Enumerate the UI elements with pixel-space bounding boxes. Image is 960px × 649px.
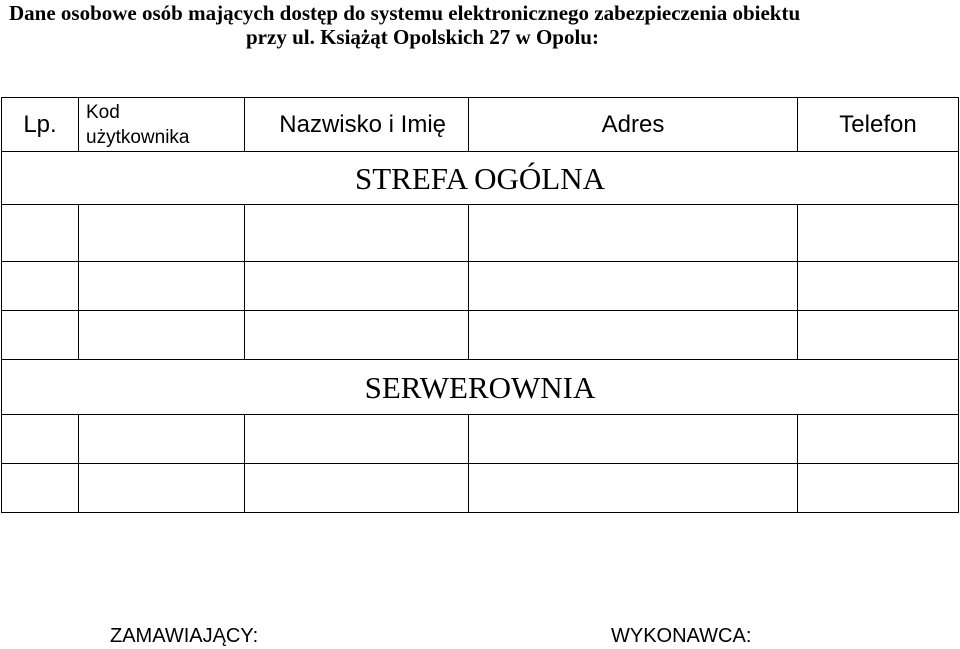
cell-adres (469, 262, 798, 311)
header-telefon: Telefon (798, 98, 959, 152)
cell-kod (79, 464, 245, 513)
table-row (2, 415, 959, 464)
header-lp: Lp. (2, 98, 79, 152)
cell-lp (2, 205, 79, 262)
section-label-serwerownia: SERWEROWNIA (364, 370, 596, 405)
cell-lp (2, 464, 79, 513)
cell-kod (79, 311, 245, 360)
cell-nazwisko-imie (245, 205, 469, 262)
section-serwerownia (2, 360, 959, 415)
header-nazwisko-imie: Nazwisko i Imię (245, 98, 469, 152)
table-row (2, 311, 959, 360)
table-header-row (2, 98, 959, 152)
header-kod-line-1: Kod (86, 101, 120, 123)
cell-nazwisko-imie (245, 262, 469, 311)
title-line-1: Dane osobowe osób mających dostęp do systemu elektronicznego zabezpieczenia obiektu (9, 1, 801, 25)
title-line-2: przy ul. Książąt Opolskich 27 w Opolu: (246, 25, 599, 49)
cell-adres (469, 415, 798, 464)
section-label-strefa-ogolna: STREFA OGÓLNA (354, 161, 606, 196)
table-row (2, 464, 959, 513)
signature-zamawiajacy: ZAMAWIAJĄCY: (110, 625, 259, 647)
cell-kod (79, 205, 245, 262)
cell-nazwisko-imie (245, 415, 469, 464)
section-row-strefa-ogolna (2, 152, 959, 205)
section-row-serwerownia (2, 360, 959, 415)
signature-wykonawca: WYKONAWCA: (611, 625, 752, 647)
header-kod-line-2: użytkownika (86, 126, 190, 148)
section-strefa-ogolna (2, 152, 959, 205)
cell-telefon (798, 205, 959, 262)
cell-nazwisko-imie (245, 311, 469, 360)
cell-adres (469, 205, 798, 262)
header-adres: Adres (469, 98, 798, 152)
table-row (2, 262, 959, 311)
header-kod-uzytkownika (79, 98, 245, 152)
cell-kod (79, 415, 245, 464)
cell-kod (79, 262, 245, 311)
cell-telefon (798, 311, 959, 360)
cell-adres (469, 464, 798, 513)
table-row (2, 205, 959, 262)
cell-nazwisko-imie (245, 464, 469, 513)
access-table (1, 97, 959, 513)
cell-lp (2, 415, 79, 464)
cell-lp (2, 311, 79, 360)
cell-telefon (798, 415, 959, 464)
cell-adres (469, 311, 798, 360)
cell-lp (2, 262, 79, 311)
cell-telefon (798, 464, 959, 513)
cell-telefon (798, 262, 959, 311)
